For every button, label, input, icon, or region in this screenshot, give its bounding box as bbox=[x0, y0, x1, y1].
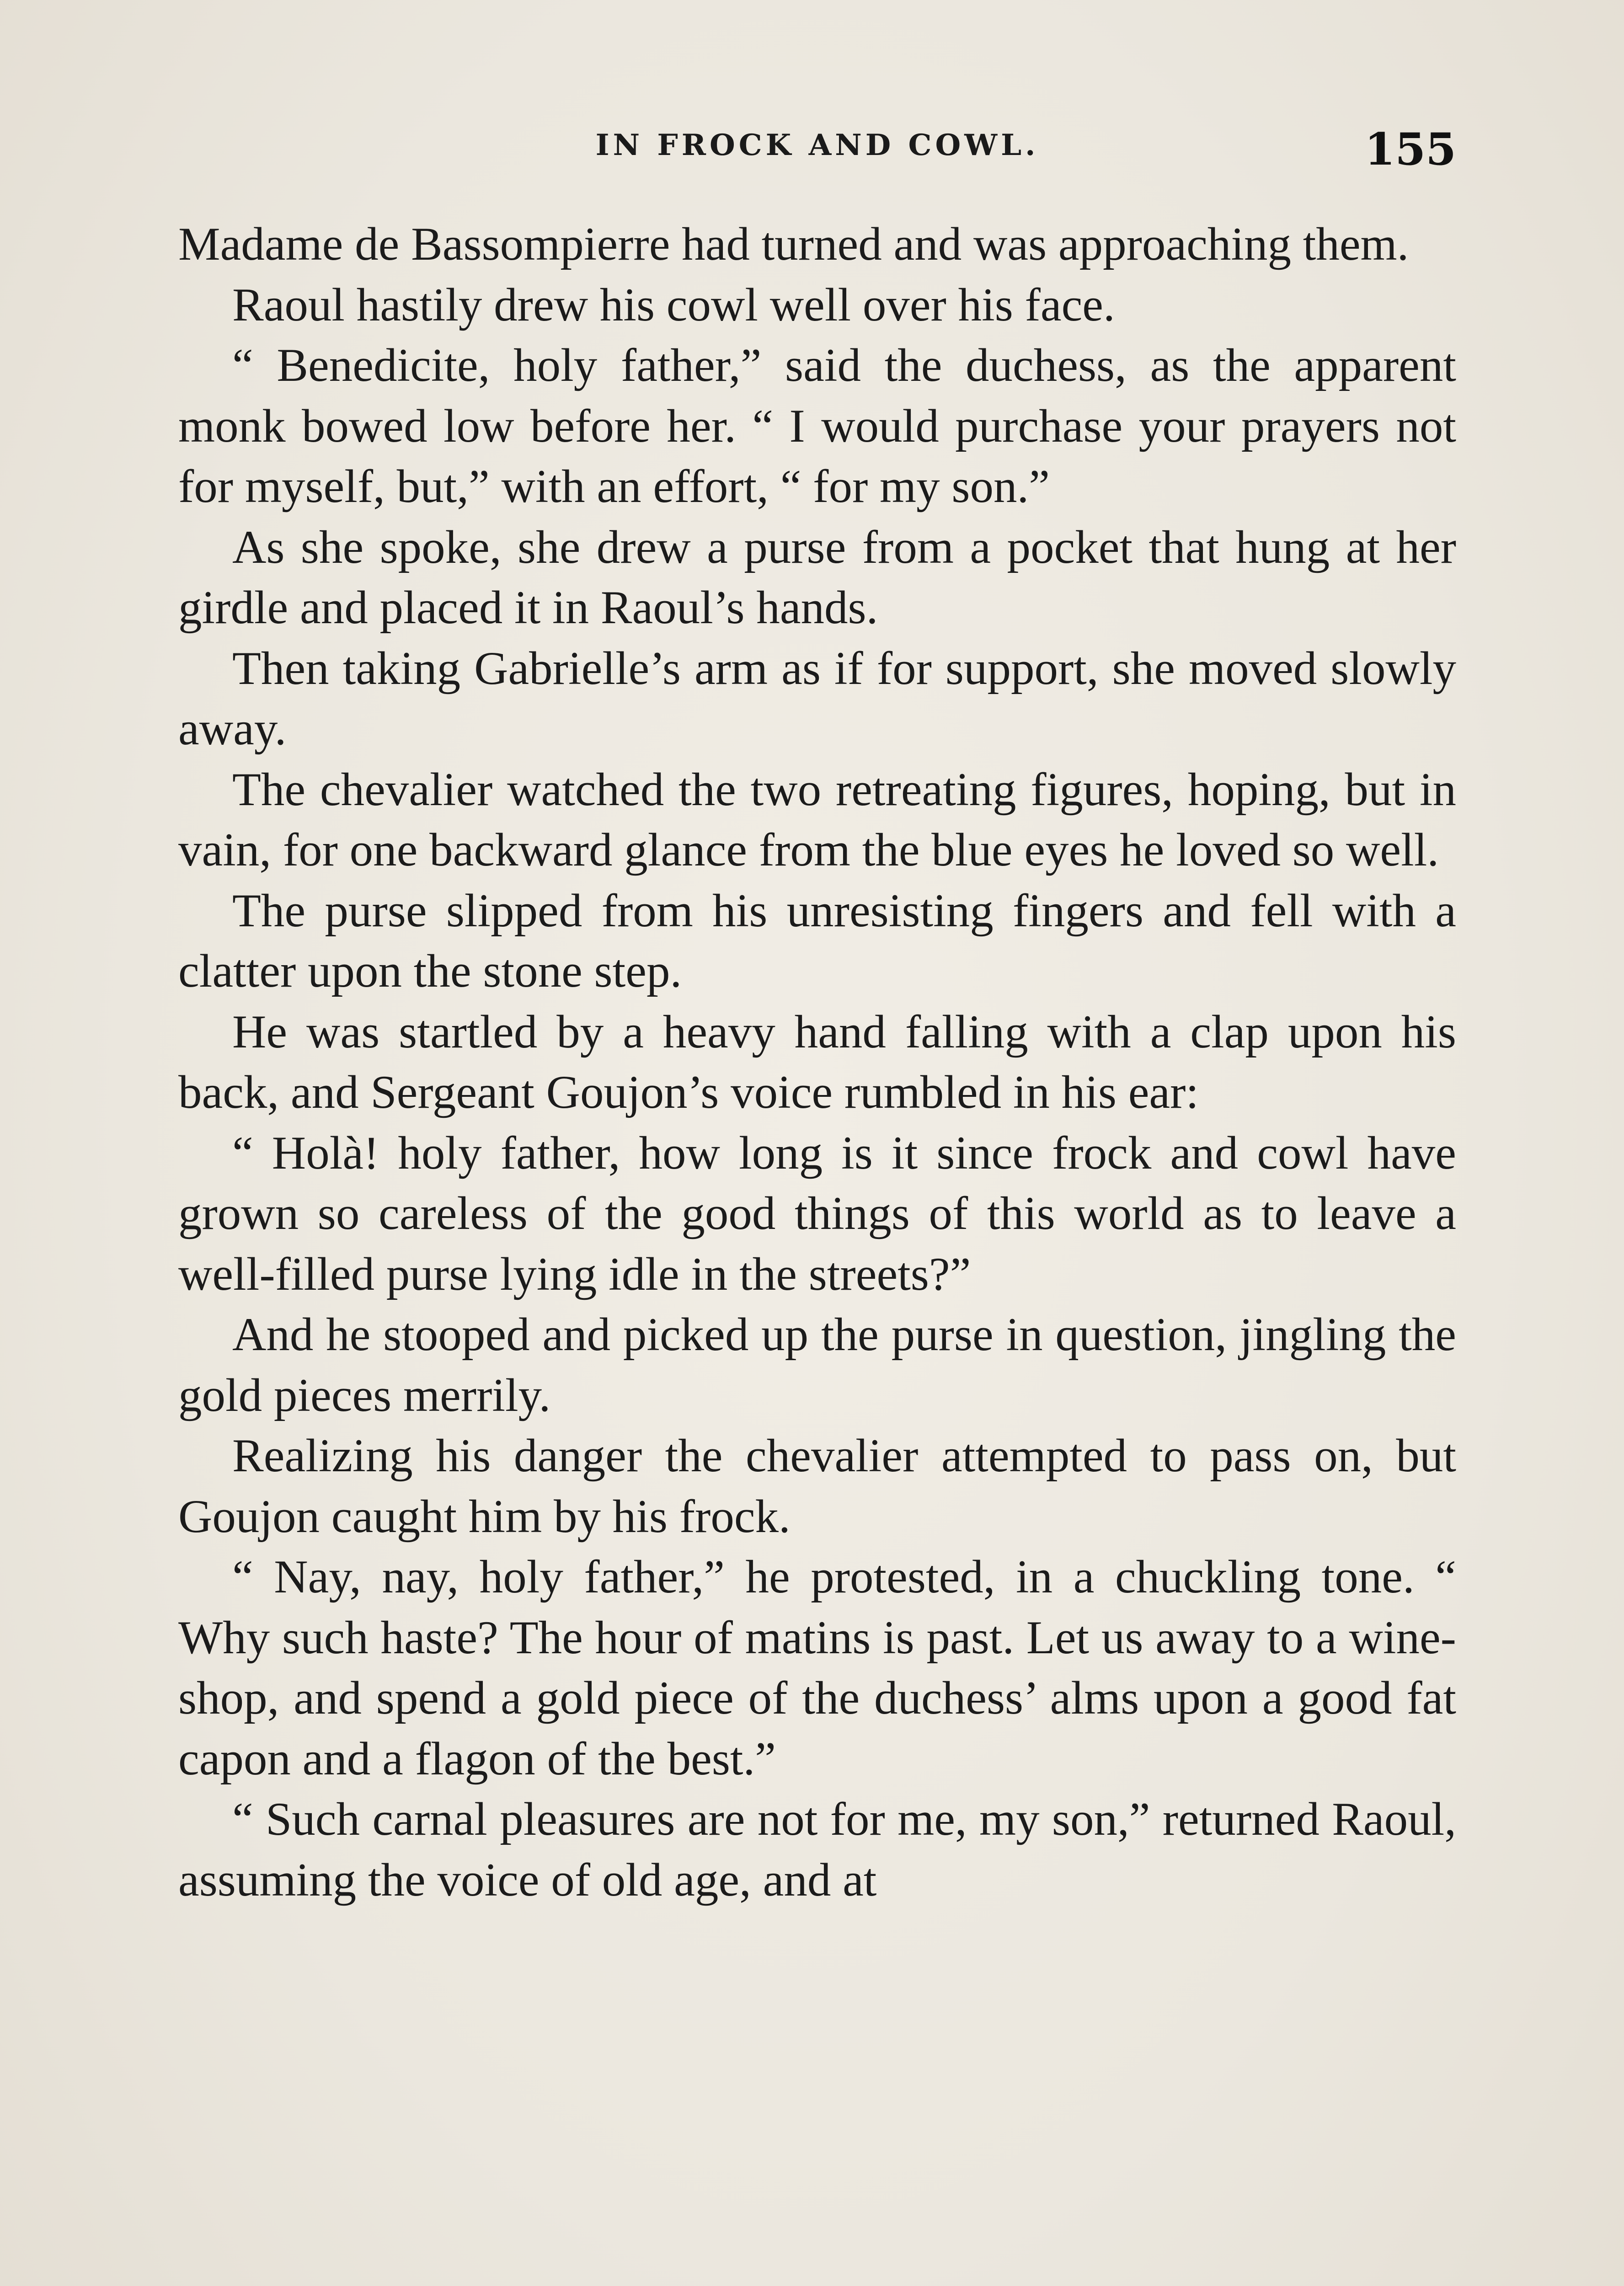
running-title: IN FROCK AND COWL. bbox=[595, 128, 1039, 162]
paragraph: The chevalier watched the two retreating figures, hoping, but in vain, for one backward glance from the blue eyes he loved so well. bbox=[178, 763, 1456, 876]
page-number: 155 bbox=[1364, 123, 1456, 175]
paragraph: Then taking Gabrielle’s arm as if for support, she moved slowly away. bbox=[178, 642, 1456, 755]
paragraph: Raoul hastily drew his cowl well over his face. bbox=[232, 278, 1115, 331]
paragraph: Realizing his danger the chevalier attempted to pass on, but Goujon caught him by his frock. bbox=[178, 1430, 1456, 1543]
running-head bbox=[178, 123, 1456, 183]
paragraph: “ Nay, nay, holy father,” he protested, in a chuckling tone. “ Why such haste? The hour of matins is past. Let us away to a wine-shop, and spend a gold piece of the duchess’ alms upon a good fat capon and a flagon of the best.” bbox=[178, 1551, 1456, 1785]
paragraph: Madame de Bassompierre had turned and was approaching them. bbox=[178, 218, 1409, 270]
paragraph: “ Holà! holy father, how long is it since frock and cowl have grown so careless of the good things of this world as to leave a well-filled purse lying idle in the streets?” bbox=[178, 1127, 1456, 1300]
paragraph: As she spoke, she drew a purse from a pocket that hung at her girdle and placed it in Raoul’s hands. bbox=[178, 521, 1456, 634]
paragraph: “ Such carnal pleasures are not for me, my son,” returned Raoul, assuming the voice of old age, and at bbox=[178, 1793, 1456, 1906]
paragraph: “ Benedicite, holy father,” said the duchess, as the apparent monk bowed low before her. “ I would purchase your prayers not for myself, but,” with an effort, “ for my son.” bbox=[178, 339, 1456, 513]
body-text bbox=[178, 214, 1456, 1910]
paragraph: He was startled by a heavy hand falling with a clap upon his back, and Sergeant Goujon’s voice rumbled in his ear: bbox=[178, 1005, 1456, 1118]
paragraph: And he stooped and picked up the purse in question, jingling the gold pieces merrily. bbox=[178, 1309, 1456, 1421]
paragraph: The purse slipped from his unresisting fingers and fell with a clatter upon the stone step. bbox=[178, 884, 1456, 997]
